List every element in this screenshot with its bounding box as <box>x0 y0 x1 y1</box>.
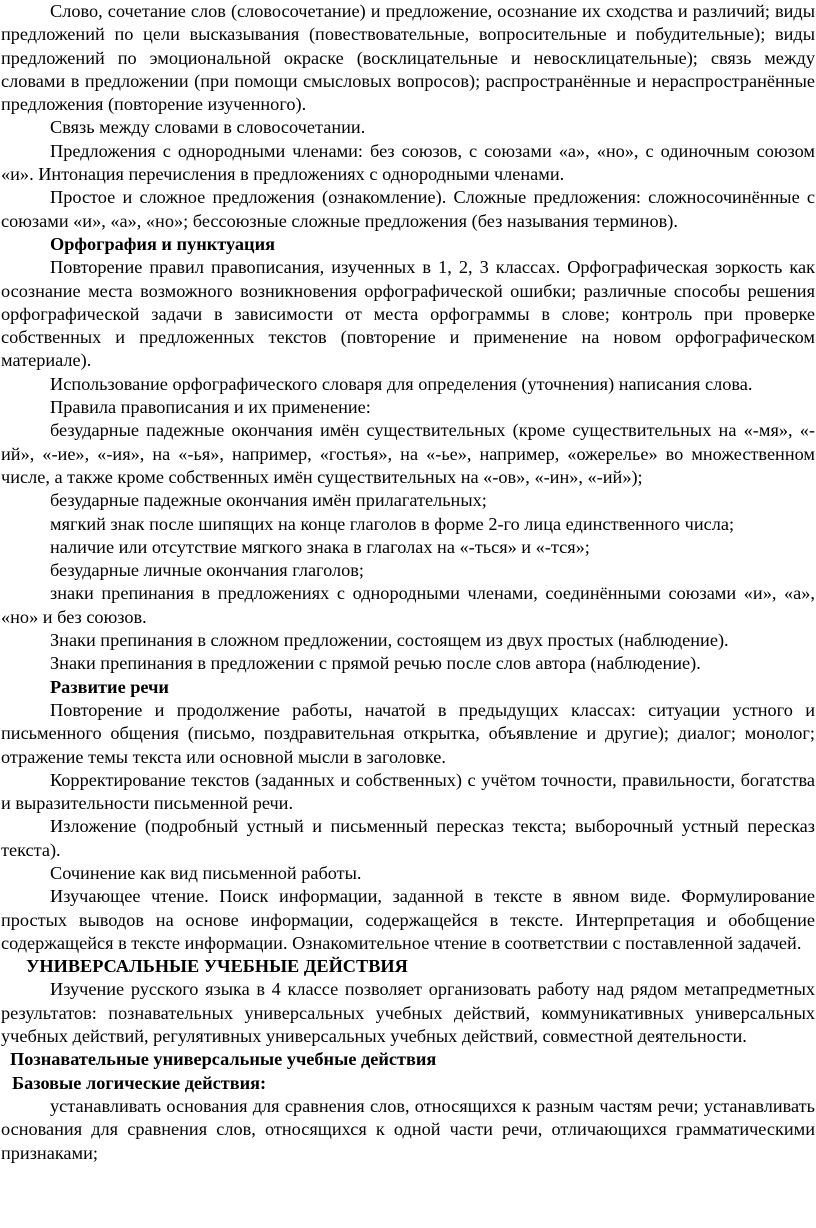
paragraph-word-links: Связь между словами в словосочетании. <box>50 117 366 138</box>
heading-basic-logical-actions: Базовые логические действия: <box>12 1072 267 1093</box>
paragraph-complex-sentences: Простое и сложное предложения (ознакомление). Сложные предложения: сложносочинённые с союзами «и», «а», «но»; бессоюзные сложные предложения (без называния терминов). <box>1 187 815 231</box>
list-item-tsya-tsya: наличие или отсутствие мягкого знака в глаголах на «-ться» и «-тся»; <box>50 536 590 557</box>
paragraph-composition: Сочинение как вид письменной работы. <box>50 862 362 883</box>
paragraph-comparison-basis: устанавливать основания для сравнения слов, относящихся к разным частям речи; устанавливать основания для сравнения слов, относящихся к одной части речи, отличающихся грамматическими признаками; <box>1 1095 815 1163</box>
paragraph-retelling: Изложение (подробный устный и письменный пересказ текста; выборочный устный пересказ текста). <box>1 816 815 860</box>
paragraph-text-correction: Корректирование текстов (заданных и собственных) с учётом точности, правильности, богатства и выразительности письменной речи. <box>1 769 815 814</box>
heading-cognitive-actions: Познавательные универсальные учебные действия <box>10 1049 437 1070</box>
heading-speech-development: Развитие речи <box>50 676 169 697</box>
list-item-soft-sign: мягкий знак после шипящих на конце глаголов в форме 2-го лица единственного числа; <box>50 513 735 534</box>
list-item-adjective-endings: безударные падежные окончания имён прилагательных; <box>50 490 487 511</box>
list-item-punctuation-homogeneous: знаки препинания в предложениях с однородными членами, соединёнными союзами «и», «а», «но» и без союзов. <box>1 583 815 627</box>
paragraph-punctuation-direct-speech: Знаки препинания в предложении с прямой речью после слов автора (наблюдение). <box>50 653 701 674</box>
paragraph-sentence-types: Слово, сочетание слов (словосочетание) и предложение, осознание их сходства и различий; виды предложений по цели высказывания (повествовательные, вопросительные и побудительные); виды предложений по эмоциональной окраске (восклицательные и невосклицательные); связь между словами в предложении (при помощи смысловых вопросов); распространённые и нераспространённые предложения (повторение изученного). <box>1 1 815 115</box>
list-item-noun-endings: безударные падежные окончания имён существительных (кроме существительных на «-мя», «-ий», «-ие», «-ия», на «-ья», например, «гостья», на «-ье», например, «ожерелье» во множественном числе, а также кроме собственных имён существительных на «-ов», «-ин», «-ий»); <box>1 420 815 487</box>
paragraph-spelling-review: Повторение правил правописания, изученных в 1, 2, 3 классах. Орфографическая зоркость как осознание места возможного возникновения орфографической ошибки; различные способы решения орфографической задачи в зависимости от места орфограммы в слове; контроль при проверке собственных и предложенных текстов (повторение и применение на новом орфографическом материале). <box>1 257 815 371</box>
list-item-verb-endings: безударные личные окончания глаголов; <box>50 560 364 581</box>
paragraph-homogeneous-members: Предложения с однородными членами: без союзов, с союзами «а», «но», с одиночным союзом «и». Интонация перечисления в предложениях с однородными членами. <box>1 140 815 185</box>
paragraph-metasubject-results: Изучение русского языка в 4 классе позволяет организовать работу над рядом метапредметных результатов: познавательных универсальных учебных действий, коммуникативных универсальных учебных действий, регулятивных универсальных учебных действий, совместной деятельности. <box>1 979 815 1047</box>
paragraph-dictionary-use: Использование орфографического словаря для определения (уточнения) написания слова. <box>50 373 753 394</box>
paragraph-study-reading: Изучающее чтение. Поиск информации, заданной в тексте в явном виде. Формулирование простых выводов на основе информации, содержащейся в тексте. Интерпретация и обобщение содержащейся в тексте информации. Ознакомительное чтение в соответствии с поставленной задачей. <box>1 886 815 953</box>
paragraph-communication: Повторение и продолжение работы, начатой в предыдущих классах: ситуации устного и письменного общения (письмо, поздравительная открытка, объявление и другие); диалог; монолог; отражение темы текста или основной мысли в заголовке. <box>1 699 815 767</box>
paragraph-spelling-rules: Правила правописания и их применение: <box>50 397 371 418</box>
heading-universal-actions: УНИВЕРСАЛЬНЫЕ УЧЕБНЫЕ ДЕЙСТВИЯ <box>26 956 408 977</box>
heading-orthography: Орфография и пунктуация <box>50 233 276 254</box>
paragraph-punctuation-complex: Знаки препинания в сложном предложении, состоящем из двух простых (наблюдение). <box>50 630 729 651</box>
